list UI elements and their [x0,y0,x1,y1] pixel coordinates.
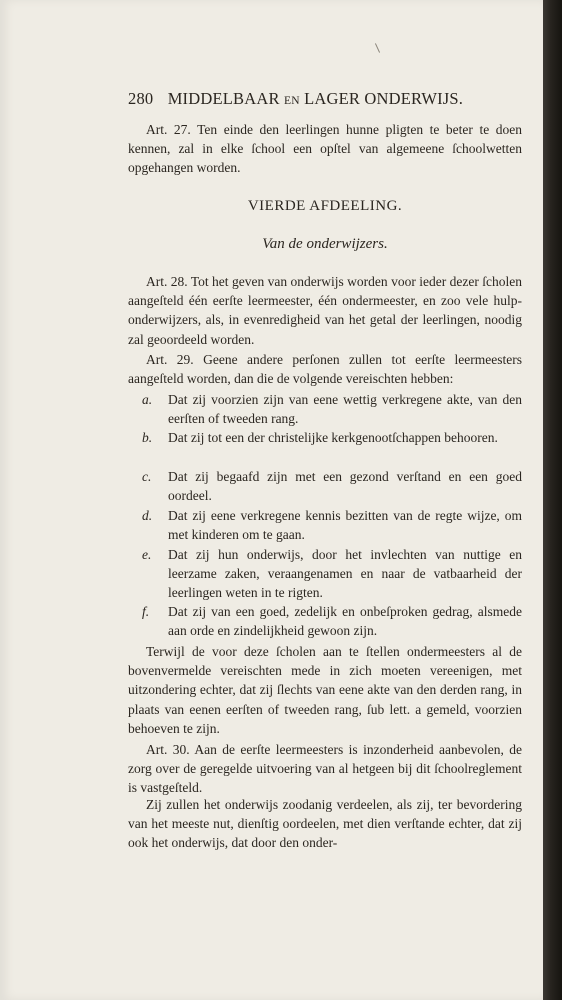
requirement-item [128,602,522,640]
article-28 [128,272,522,349]
requirement-text: Dat zij eene verkregene kennis bezitten van de regte wijze, om met kinderen om te gaan. [168,508,522,543]
article-30-text: Art. 30. Aan de eerſte leermeesters is inzonderheid aanbevolen, de zorg over de geregelde uitvoering van al hetgeen bij dit ſchoolreglement is vastgeſteld. [128,742,522,796]
header-title-part1: MIDDELBAAR [167,89,280,108]
requirement-text: Dat zij hun onderwijs, door het invlechten van nuttige en leerzame zaken, veraangenamen en naar de vatbaarheid der leerlingen weten in te rigten. [168,547,522,601]
requirement-text: Dat zij tot een der christelijke kerkgenootſchappen behooren. [168,430,498,445]
requirement-label: d. [142,508,153,523]
page-edge [543,0,562,1000]
requirement-item [128,545,522,603]
requirement-label: a. [142,392,153,407]
section-subtitle: Van de onderwijzers. [262,236,388,252]
article-30 [128,740,522,798]
header-title-conj: EN [284,95,300,107]
requirement-label: e. [142,547,152,562]
requirement-text: Dat zij begaafd zijn met een gezond verſtand en een goed oordeel. [168,469,522,504]
article-27 [128,120,522,178]
requirement-item [128,428,522,447]
running-header [128,89,488,109]
requirement-label: c. [142,469,152,484]
requirement-label: b. [142,430,153,445]
paragraph-zij [128,795,522,853]
requirement-item [128,467,522,505]
article-28-text: Art. 28. Tot het geven van onderwijs worden voor ieder dezer ſcholen aangeſteld één eerſte leermeester, één ondermeester, en zoo vele hulp-onderwijzers, als, in evenredigheid van het getal der leerlingen, noodig zal geoordeeld worden. [128,274,522,347]
requirement-text: Dat zij van een goed, zedelijk en onbeſproken gedrag, alsmede aan orde en zindelijkheid gewoon zijn. [168,604,522,639]
paragraph-terwijl-text: Terwijl de voor deze ſcholen aan te ſtellen ondermeesters al de bovenvermelde vereischten mede in zich moeten vereenigen, met uitzondering echter, dat zij ſlechts van eene akte van den derden rang, in plaats van eenen eerſten of tweeden rang, ſub lett. a gemeld, voorzien behoeven te zijn. [128,644,522,736]
article-27-text: Art. 27. Ten einde den leerlingen hunne pligten te beter te doen kennen, zal in elke ſchool een opſtel van algemeene ſchoolwetten opgehangen worden. [128,122,522,176]
article-29 [128,350,522,388]
article-29-text: Art. 29. Geene andere perſonen zullen tot eerſte leermeesters aangeſteld worden, dan die de volgende vereischten hebben: [128,352,522,387]
page-number: 280 [128,89,154,108]
requirement-label: f. [142,604,150,619]
header-title-part2: LAGER ONDERWIJS. [304,89,464,108]
paragraph-terwijl [128,642,522,738]
requirement-item [128,506,522,544]
requirement-item [128,390,522,428]
requirement-text: Dat zij voorzien zijn van eene wettig verkregene akte, van den eerſten of tweeden rang. [168,392,522,427]
paragraph-zij-text: Zij zullen het onderwijs zoodanig verdeelen, als zij, ter bevordering van het meeste nut, dienſtig oordeelen, met dien verſtande echter, dat zij ook het onderwijs, dat door den onder- [128,797,522,851]
section-title: VIERDE AFDEELING. [247,198,403,214]
